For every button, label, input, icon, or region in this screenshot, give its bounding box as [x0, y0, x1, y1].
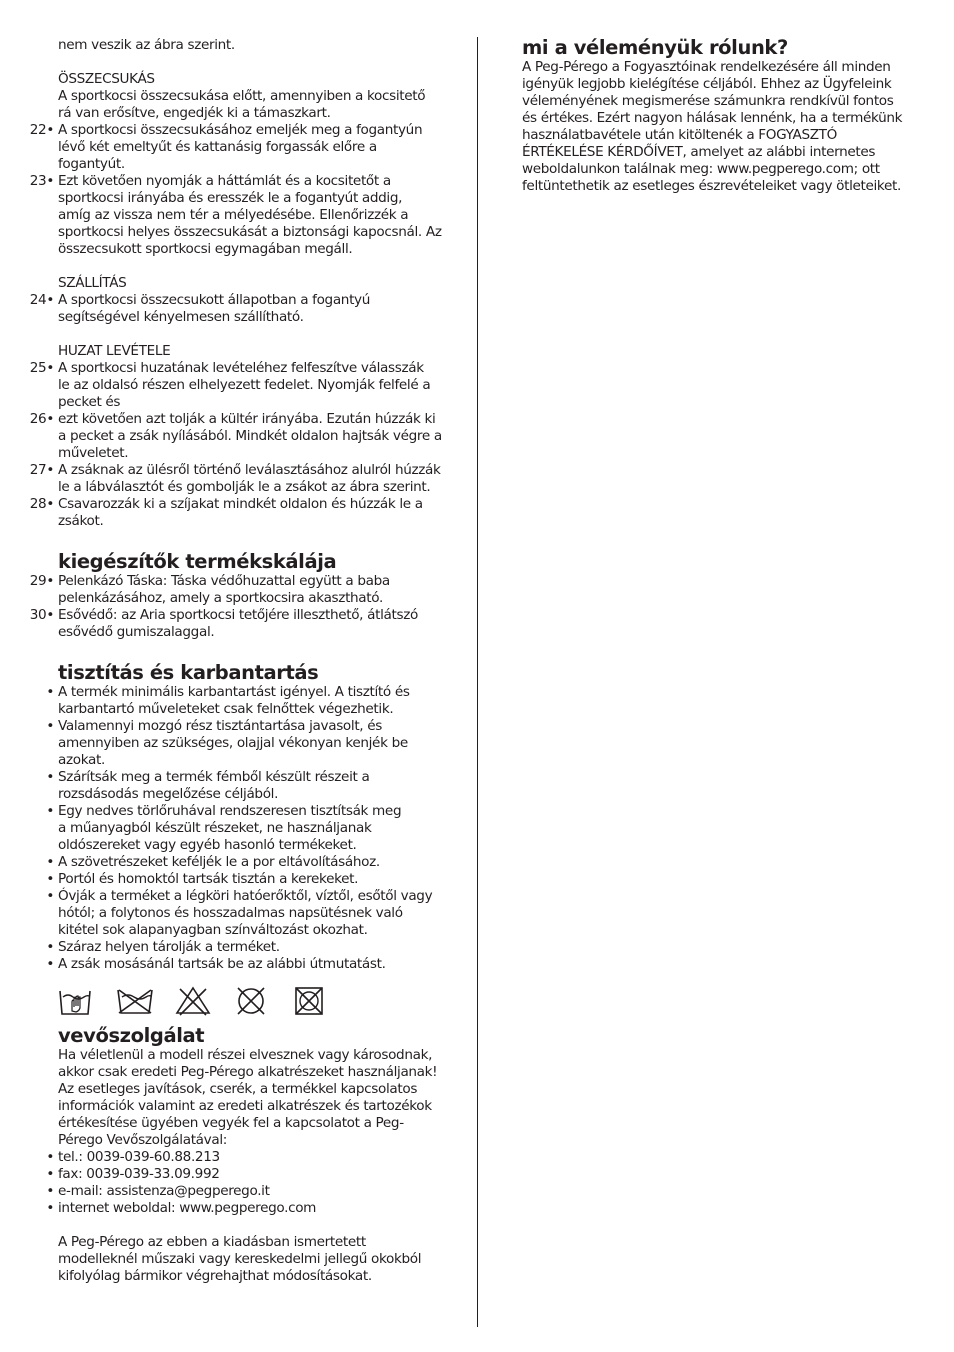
item-line: Esővédő: az Aria sportkocsi tetőjére illeszthető, átlátszó — [58, 607, 418, 623]
item-line: összecsukott sportkocsi egymagában megáll. — [58, 241, 353, 257]
item-line: A szövetrészeket keféljék le a por eltávolításához. — [58, 854, 380, 870]
item-line: karbantartó műveleteket csak felnőttek végezhetik. — [58, 701, 394, 717]
text-line: és értékes. Ezért nagyon hálásak lennénk, ha a termékünk — [522, 110, 903, 126]
bullet-glyph: • — [46, 888, 54, 904]
list-item — [22, 1166, 467, 1183]
item-line: le az oldalsó részen elhelyezett fedelet. Nyomják felfelé a — [58, 377, 431, 393]
list-item — [22, 1149, 467, 1166]
transport-steps — [22, 292, 467, 326]
list-item — [22, 854, 467, 871]
service-paragraph — [22, 1047, 467, 1149]
text-line: igényük legjobb kielégítése céljából. Ehhez az Ügyfeleink — [522, 76, 892, 92]
bullet — [22, 803, 54, 820]
text-line: A Peg-Pérego az ebben a kiadásban ismertetett — [58, 1234, 366, 1250]
step-number-value: 22 — [29, 122, 47, 138]
accessories-title: kiegészítők termékskálája — [58, 550, 337, 573]
step-number — [22, 292, 54, 309]
intro-line: nem veszik az ábra szerint. — [58, 37, 235, 53]
list-item — [22, 292, 467, 326]
list-item — [22, 122, 467, 173]
care-icons — [22, 986, 467, 1016]
item-line: Portól és homoktól tartsák tisztán a kerekeket. — [58, 871, 359, 887]
bullet — [22, 1166, 54, 1183]
left-column — [22, 37, 467, 1285]
text-line: értékesítése ügyében vegyék fel a kapcsolatot a Peg- — [58, 1115, 404, 1131]
bullet — [22, 888, 54, 905]
item-line: A sportkocsi összecsukott állapotban a fogantyú — [58, 292, 371, 308]
bullet — [22, 956, 54, 973]
bullet-glyph: • — [46, 684, 54, 700]
step-number — [22, 607, 54, 624]
text-line: véleményének megismerése számunkra rendkívül fontos — [522, 93, 894, 109]
item-line: azokat. — [58, 752, 105, 768]
step-number — [22, 411, 54, 428]
bullet-glyph: • — [46, 292, 54, 308]
list-item — [22, 173, 467, 258]
list-item — [22, 769, 467, 803]
item-line: pecket és — [58, 394, 121, 410]
list-item — [22, 684, 467, 718]
list-item — [22, 718, 467, 769]
service-title: vevőszolgálat — [58, 1024, 205, 1047]
bullet-glyph: • — [46, 122, 54, 138]
text-line: feltüntethetik az esetleges észrevételeiket vagy ötleteiket. — [522, 178, 901, 194]
do-not-dry-clean-icon — [232, 986, 270, 1016]
item-line: Egy nedves törlőruhával rendszeresen tisztítsák meg — [58, 803, 402, 819]
bullet-glyph: • — [46, 956, 54, 972]
text-line: Az esetleges javítások, cserék, a termékkel kapcsolatos — [58, 1081, 418, 1097]
bullet — [22, 718, 54, 735]
cover-steps — [22, 360, 467, 530]
cover-heading: HUZAT LEVÉTELE — [58, 343, 171, 359]
item-line: Valamennyi mozgó rész tisztántartása javasolt, és — [58, 718, 382, 734]
bullet — [22, 684, 54, 701]
list-item — [22, 573, 467, 607]
do-not-tumble-dry-icon — [290, 986, 328, 1016]
text-line: A Peg-Pérego a Fogyasztóinak rendelkezésére áll minden — [522, 59, 891, 75]
feedback-paragraph — [522, 59, 927, 195]
list-item — [22, 496, 467, 530]
item-line: internet weboldal: www.pegperego.com — [58, 1200, 317, 1216]
bullet-glyph: • — [46, 1183, 54, 1199]
item-line: fogantyút. — [58, 156, 125, 172]
item-line: sportkocsi irányába és eresszék le a fogantyút addig, — [58, 190, 403, 206]
item-line: A sportkocsi huzatának levételéhez felfeszítve válasszák — [58, 360, 424, 376]
item-line: hótól; a folytonos és hosszadalmas napsütésnek való — [58, 905, 403, 921]
bullet-glyph: • — [46, 854, 54, 870]
item-line: segítségével kényelmesen szállítható. — [58, 309, 304, 325]
bullet — [22, 1149, 54, 1166]
list-item — [22, 803, 467, 854]
bullet-glyph: • — [46, 803, 54, 819]
transport-heading: SZÁLLÍTÁS — [58, 275, 127, 291]
item-line: A termék minimális karbantartást igényel. A tisztító és — [58, 684, 410, 700]
item-line: Óvják a terméket a légköri hatóerőktől, víztől, esőtől vagy — [58, 888, 433, 904]
bullet-glyph: • — [46, 411, 54, 427]
column-divider — [477, 37, 478, 1327]
feedback-title: mi a véleményük rólunk? — [522, 36, 788, 59]
service-contacts — [22, 1149, 467, 1217]
item-line: amennyiben az szükséges, olajjal vékonyan kenjék be — [58, 735, 408, 751]
service-closing — [22, 1234, 467, 1285]
step-number-value: 30 — [29, 607, 47, 623]
list-item — [22, 871, 467, 888]
text-line: A sportkocsi összecsukása előtt, amennyiben a kocsitető — [58, 88, 426, 104]
cleaning-list — [22, 684, 467, 973]
fold-steps — [22, 122, 467, 258]
item-line: amíg az vissza nem tér a mélyedésébe. Ellenőrizzék a — [58, 207, 409, 223]
bullet — [22, 1183, 54, 1200]
bullet-glyph: • — [46, 496, 54, 512]
item-line: e-mail: assistenza@pegperego.it — [58, 1183, 270, 1199]
item-line: oldószereket vagy egyéb hasonló termékeket. — [58, 837, 357, 853]
list-item — [22, 462, 467, 496]
step-number — [22, 496, 54, 513]
bullet-glyph: • — [46, 1200, 54, 1216]
bullet-glyph: • — [46, 462, 54, 478]
item-line: a műanyagból készült részeket, ne használjanak — [58, 820, 372, 836]
step-number — [22, 360, 54, 377]
do-not-bleach-icon — [116, 986, 154, 1016]
step-number-value: 29 — [29, 573, 47, 589]
bullet-glyph: • — [46, 1166, 54, 1182]
do-not-iron-icon — [174, 986, 212, 1016]
text-line: weboldalunkon találnak meg: www.pegperego.com; ott — [522, 161, 880, 177]
step-number — [22, 573, 54, 590]
list-item — [22, 360, 467, 411]
text-line: modelleknél műszaki vagy kereskedelmi jellegű okokból — [58, 1251, 422, 1267]
text-line: kifolyólag bármikor végrehajthat módosításokat. — [58, 1268, 372, 1284]
step-number-value: 23 — [29, 173, 47, 189]
list-item — [22, 607, 467, 641]
text-line: rá van erősítve, engedjék ki a támaszkart. — [58, 105, 331, 121]
item-line: lévő két emeltyűt és kattanásig forgassák előre a — [58, 139, 377, 155]
item-line: sportkocsi helyes összecsukását a biztonsági kapocsnál. Az — [58, 224, 442, 240]
step-number-value: 25 — [29, 360, 47, 376]
item-line: zsákot. — [58, 513, 104, 529]
bullet-glyph: • — [46, 871, 54, 887]
bullet — [22, 871, 54, 888]
step-number-value: 28 — [29, 496, 47, 512]
text-line: információk valamint az eredeti alkatrészek és tartozékok — [58, 1098, 432, 1114]
list-item — [22, 956, 467, 973]
cleaning-title: tisztítás és karbantartás — [58, 661, 319, 684]
bullet — [22, 769, 54, 786]
bullet-glyph: • — [46, 718, 54, 734]
hand-wash-icon — [58, 986, 96, 1016]
step-number — [22, 122, 54, 139]
step-number — [22, 173, 54, 190]
item-line: a pecket a zsák nyílásából. Mindkét oldalon hajtsák végre a — [58, 428, 442, 444]
item-line: Ezt követően nyomják a háttámlát és a kocsitetőt a — [58, 173, 391, 189]
item-line: Száraz helyen tárolják a terméket. — [58, 939, 280, 955]
text-line: Pérego Vevőszolgálatával: — [58, 1132, 227, 1148]
bullet-glyph: • — [46, 939, 54, 955]
bullet-glyph: • — [46, 1149, 54, 1165]
item-line: ezt követően azt tolják a kültér irányába. Ezután húzzák ki — [58, 411, 436, 427]
bullet-glyph: • — [46, 173, 54, 189]
item-line: fax: 0039-039-33.09.992 — [58, 1166, 220, 1182]
item-line: kitétel sok alapanyagban színváltozást okozhat. — [58, 922, 368, 938]
bullet — [22, 939, 54, 956]
bullet — [22, 854, 54, 871]
accessories-list — [22, 573, 467, 641]
list-item — [22, 411, 467, 462]
item-line: A zsáknak az ülésről történő leválasztásához alulról húzzák — [58, 462, 441, 478]
text-line: használatbavétele után kitöltenék a FOGYASZTÓ — [522, 127, 837, 143]
item-line: pelenkázásához, amely a sportkocsira akasztható. — [58, 590, 383, 606]
item-line: Szárítsák meg a termék fémből készült részeit a — [58, 769, 370, 785]
bullet-glyph: • — [46, 607, 54, 623]
item-line: le a lábválasztót és gombolják le a zsákot az ábra szerint. — [58, 479, 431, 495]
fold-intro — [22, 88, 467, 122]
fold-heading: ÖSSZECSUKÁS — [58, 71, 155, 87]
right-column — [522, 37, 927, 195]
bullet — [22, 1200, 54, 1217]
item-line: rozsdásodás megelőzése céljából. — [58, 786, 279, 802]
step-number — [22, 462, 54, 479]
item-line: A zsák mosásánál tartsák be az alábbi útmutatást. — [58, 956, 386, 972]
item-line: tel.: 0039-039-60.88.213 — [58, 1149, 220, 1165]
step-number-value: 27 — [29, 462, 47, 478]
item-line: Csavarozzák ki a szíjakat mindkét oldalon és húzzák le a — [58, 496, 423, 512]
bullet-glyph: • — [46, 573, 54, 589]
text-line: ÉRTÉKELÉSE KÉRDŐÍVET, amelyet az alábbi internetes — [522, 144, 876, 160]
step-number-value: 26 — [29, 411, 47, 427]
list-item — [22, 939, 467, 956]
list-item — [22, 1183, 467, 1200]
item-line: Pelenkázó Táska: Táska védőhuzattal együtt a baba — [58, 573, 390, 589]
list-item — [22, 1200, 467, 1217]
item-line: műveletet. — [58, 445, 129, 461]
bullet-glyph: • — [46, 360, 54, 376]
item-line: A sportkocsi összecsukásához emeljék meg a fogantyún — [58, 122, 423, 138]
list-item — [22, 888, 467, 939]
text-line: akkor csak eredeti Peg-Pérego alkatrészeket használjanak! — [58, 1064, 438, 1080]
text-line: Ha véletlenül a modell részei elvesznek vagy károsodnak, — [58, 1047, 433, 1063]
item-line: esővédő gumiszalaggal. — [58, 624, 215, 640]
bullet-glyph: • — [46, 769, 54, 785]
step-number-value: 24 — [29, 292, 47, 308]
